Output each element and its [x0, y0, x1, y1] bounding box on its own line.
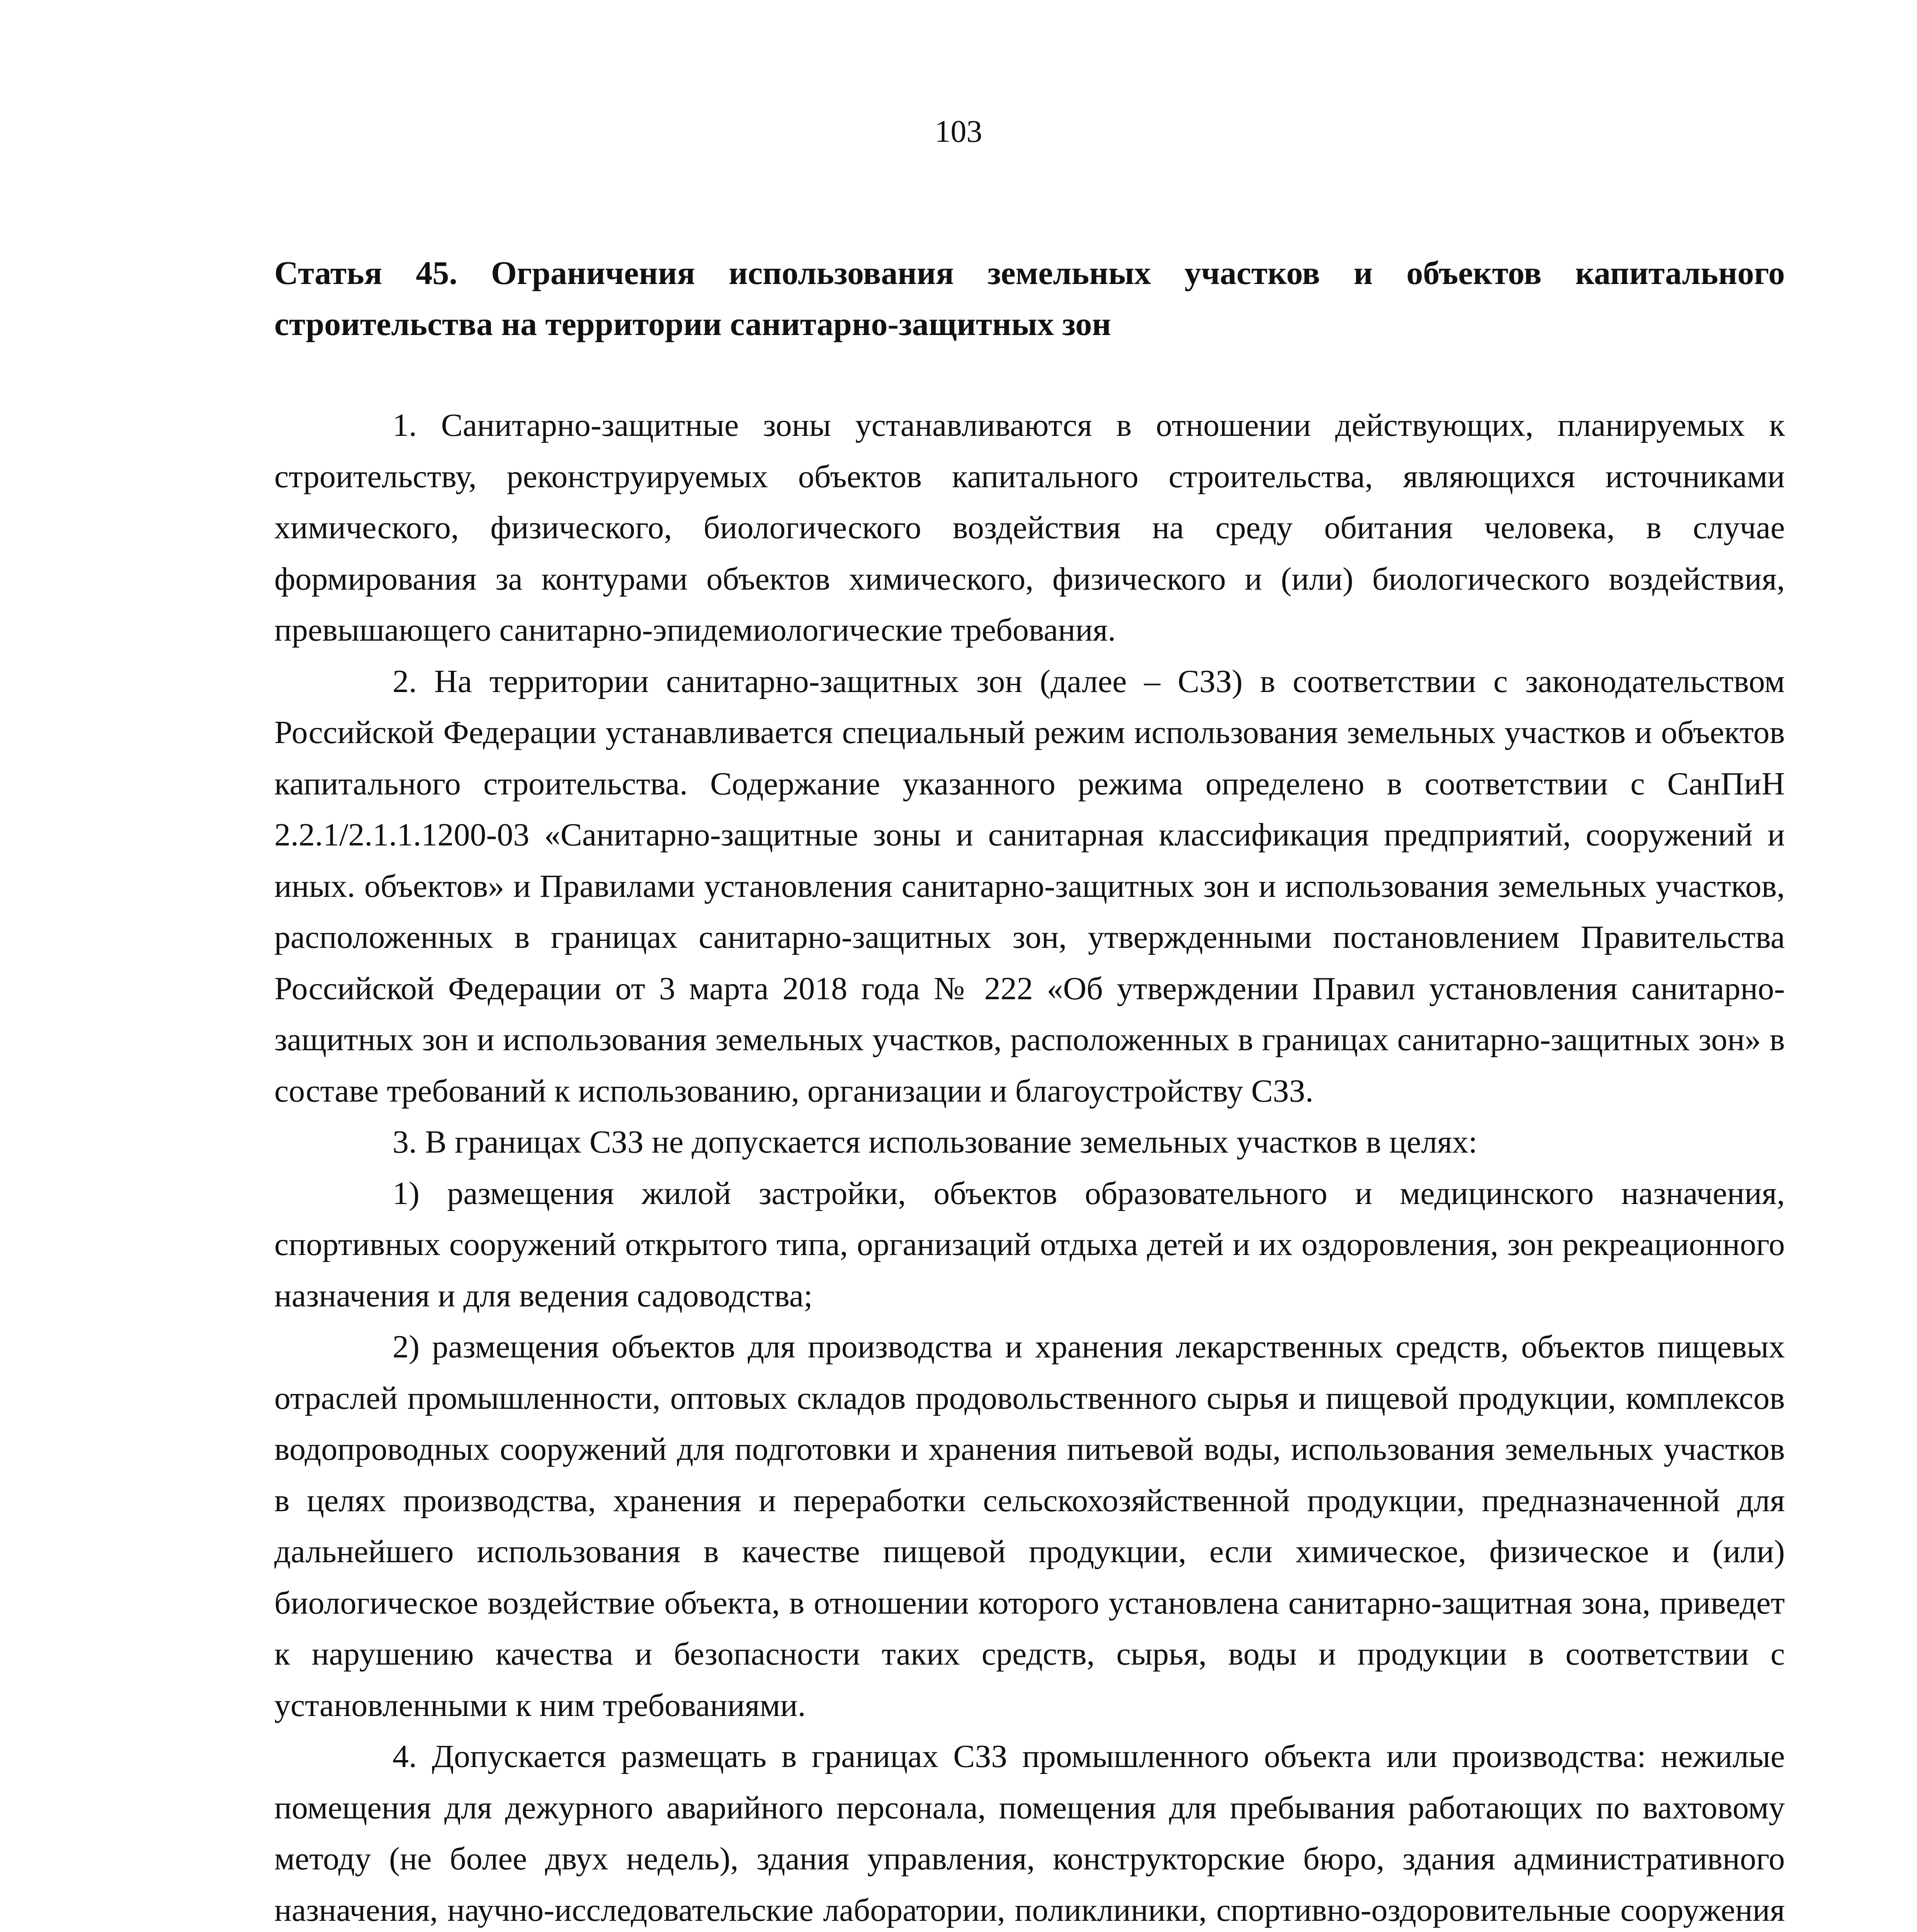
- paragraph-2: 2. На территории санитарно-защитных зон (далее – СЗЗ) в соответствии с законодательством Российской Федерации устанавливается специальный режим использования земельных участков и объектов капитального строительства. Содержание указанного режима определено в соответствии с СанПиН 2.2.1/2.1.1.1200-03 «Санитарно-защитные зоны и санитарная классификация предприятий, сооружений и иных. объектов» и Правилами установления санитарно-защитных зон и использования земельных участков, расположенных в границах санитарно-защитных зон, утвержденными постановлением Правительства Российской Федерации от 3 марта 2018 года № 222 «Об утверждении Правил установления санитарно-защитных зон и использования земельных участков, расположенных в границах санитарно-защитных зон» в составе требований к использованию, организации и благоустройству СЗЗ.: [274, 663, 1785, 1109]
- paragraph-1: 1. Санитарно-защитные зоны устанавливаются в отношении действующих, планируемых к строительству, реконструируемых объектов капитального строительства, являющихся источниками химического, физического, биологического воздействия на среду обитания человека, в случае формирования за контурами объектов химического, физического и (или) биологического воздействия, превышающего санитарно-эпидемиологические требования.: [274, 407, 1785, 648]
- article-title: Статья 45. Ограничения использования земельных участков и объектов капитального строительства на территории санитарно-защитных зон: [274, 254, 1785, 342]
- paragraph-3-item-1: 1) размещения жилой застройки, объектов образовательного и медицинского назначения, спортивных сооружений открытого типа, организаций отдыха детей и их оздоровления, зон рекреационного назначения и для ведения садоводства;: [274, 1175, 1785, 1314]
- paragraph-3: 3. В границах СЗЗ не допускается использование земельных участков в целях:: [393, 1124, 1478, 1160]
- paragraph-3-item-2: 2) размещения объектов для производства и хранения лекарственных средств, объектов пищевых отраслей промышленности, оптовых складов продовольственного сырья и пищевой продукции, комплексов водопроводных сооружений для подготовки и хранения питьевой воды, использования земельных участков в целях производства, хранения и переработки сельскохозяйственной продукции, предназначенной для дальнейшего использования в качестве пищевой продукции, если химическое, физическое и (или) биологическое воздействие объекта, в отношении которого установлена санитарно-защитная зона, приведет к нарушению качества и безопасности таких средств, сырья, воды и продукции в соответствии с установленными к ним требованиями.: [274, 1329, 1785, 1723]
- article-body: [274, 400, 1785, 1932]
- paragraph-4: 4. Допускается размещать в границах СЗЗ промышленного объекта или производства: нежилые помещения для дежурного аварийного персонала, помещения для пребывания работающих по вахтовому методу (не более двух недель), здания управления, конструкторские бюро, здания административного назначения, научно-исследовательские лаборатории, поликлиники, спортивно-оздоровительные сооружения: [274, 1738, 1785, 1928]
- page-number: 103: [935, 114, 982, 149]
